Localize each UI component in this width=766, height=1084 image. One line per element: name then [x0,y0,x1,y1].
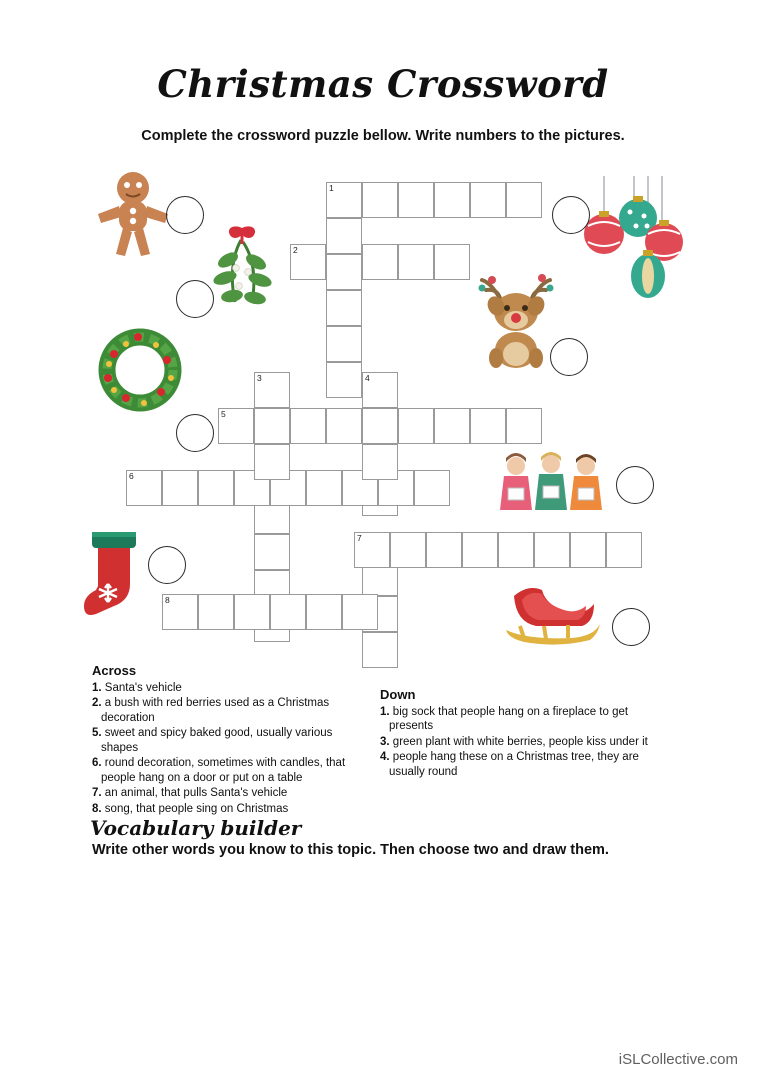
grid-cell[interactable] [198,594,234,630]
across-clue-6: 6. round decoration, sometimes with candles, that people hang on a door or put on a table [92,757,346,784]
grid-cell[interactable] [326,290,362,326]
down-heading: Down [380,687,416,702]
grid-cell[interactable] [290,408,326,444]
clue-number-6: 6 [129,471,134,481]
grid-cell[interactable] [254,372,290,408]
grid-cell[interactable] [326,362,362,398]
grid-cell[interactable] [426,532,462,568]
grid-cell[interactable] [290,244,326,280]
grid-cell[interactable] [326,182,362,218]
grid-cell[interactable] [434,408,470,444]
grid-cell[interactable] [354,532,390,568]
clue-number-1: 1 [329,183,334,193]
grid-cell[interactable] [470,408,506,444]
grid-cell[interactable] [414,470,450,506]
grid-cell[interactable] [254,534,290,570]
vocabulary-builder-instruction: Write other words you know to this topic. Then choose two and draw them. [92,842,609,858]
clue-number-8: 8 [165,595,170,605]
across-clue-7: 7. an animal, that pulls Santa's vehicle [92,787,288,799]
grid-cell[interactable] [234,594,270,630]
across-clue-5: 5. sweet and spicy baked good, usually various shapes [92,727,333,754]
grid-cell[interactable] [470,182,506,218]
down-clues [380,688,672,780]
across-clues [92,664,354,817]
clue-number-5: 5 [221,409,226,419]
grid-cell[interactable] [254,408,290,444]
grid-cell[interactable] [398,408,434,444]
grid-cell[interactable] [534,532,570,568]
across-clue-8: 8. song, that people sing on Christmas [92,802,289,815]
grid-cell[interactable] [570,532,606,568]
grid-cell[interactable] [162,470,198,506]
vocabulary-builder-title: Vocabulary builder [90,816,302,840]
clue-number-2: 2 [293,245,298,255]
across-heading: Across [92,663,137,678]
grid-cell[interactable] [126,470,162,506]
grid-cell[interactable] [606,532,642,568]
clue-number-4: 4 [365,373,370,383]
grid-cell[interactable] [326,408,362,444]
grid-cell[interactable] [326,254,362,290]
grid-cell[interactable] [506,408,542,444]
grid-cell[interactable] [198,470,234,506]
grid-cell[interactable] [506,182,542,218]
clue-number-3: 3 [257,373,262,383]
grid-cell[interactable] [342,594,378,630]
grid-cell[interactable] [434,182,470,218]
grid-cell[interactable] [362,632,398,668]
grid-cell[interactable] [362,444,398,480]
grid-cell[interactable] [362,244,398,280]
grid-cell[interactable] [306,470,342,506]
grid-cell[interactable] [254,444,290,480]
grid-cell[interactable] [462,532,498,568]
grid-cell[interactable] [270,594,306,630]
grid-cell[interactable] [326,326,362,362]
across-clue-2: 2. a bush with red berries used as a Christmas decoration [92,697,330,724]
grid-cell[interactable] [306,594,342,630]
grid-cell[interactable] [434,244,470,280]
footer-watermark: iSLCollective.com [618,1051,738,1068]
grid-cell[interactable] [218,408,254,444]
page-title: Christmas Crossword [157,62,609,106]
grid-cell[interactable] [362,408,398,444]
grid-cell[interactable] [390,532,426,568]
clue-number-7: 7 [357,533,362,543]
grid-cell[interactable] [498,532,534,568]
instruction-text: Complete the crossword puzzle bellow. Write numbers to the pictures. [141,128,625,144]
down-clue-4: 4. people hang these on a Christmas tree, they are usually round [380,751,639,778]
down-clue-3: 3. green plant with white berries, people kiss under it [380,735,648,748]
grid-cell[interactable] [362,372,398,408]
grid-cell[interactable] [362,182,398,218]
down-clue-1: 1. big sock that people hang on a fireplace to get presents [380,705,629,732]
grid-cell[interactable] [326,218,362,254]
grid-cell[interactable] [398,244,434,280]
across-clue-1: 1. Santa's vehicle [92,681,182,694]
grid-cell[interactable] [398,182,434,218]
grid-cell[interactable] [162,594,198,630]
